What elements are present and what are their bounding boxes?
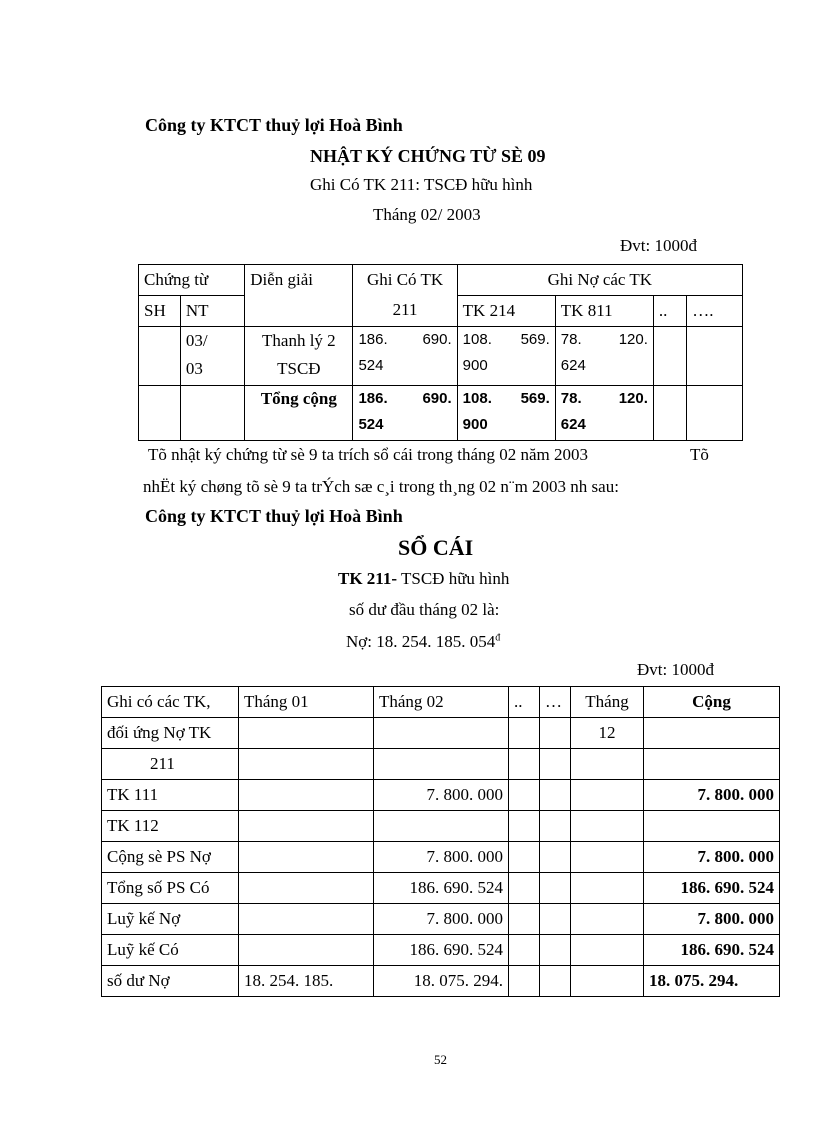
ledger-cell-total	[644, 811, 780, 842]
row1-n214-a: 108.	[462, 331, 492, 348]
total-n811	[555, 386, 653, 441]
ledger-cell-m2: 18. 075. 294.	[374, 966, 509, 997]
ledger-cell-m2: 7. 800. 000	[374, 842, 509, 873]
ledger-header-account-c: 211	[102, 749, 239, 780]
journal-month: Tháng 02/ 2003	[373, 205, 481, 224]
ledger-cell-label: Cộng sè PS Nợ	[102, 842, 239, 873]
journal-subtitle: Ghi Có TK 211: TSCĐ hữu hình	[310, 175, 533, 194]
row1-nt	[180, 327, 244, 386]
row1-n811-b: 120.	[618, 331, 648, 348]
ledger-account	[338, 569, 509, 589]
ledger-empty	[644, 718, 780, 749]
ledger-cell-m1	[239, 811, 374, 842]
journal-title: NHẬT KÝ CHỨNG TỪ SÈ 09	[310, 146, 546, 166]
total-co-c: 524	[358, 416, 384, 433]
ledger-unit: Đvt: 1000đ	[637, 660, 714, 679]
ledger-header-dots2: …	[540, 687, 571, 718]
header-ghi-co-label: Ghi Có TK	[366, 270, 444, 289]
ledger-cell-m2: 186. 690. 524	[374, 873, 509, 904]
ledger-cell-label: Tổng số PS Có	[102, 873, 239, 904]
row1-nt-b: 03	[185, 359, 203, 378]
ledger-empty	[571, 966, 644, 997]
total-n214-c: 900	[462, 416, 488, 433]
row1-n811-a: 78.	[560, 331, 582, 348]
ledger-header-dots1: ..	[509, 687, 540, 718]
ledger-empty	[509, 749, 540, 780]
ledger-empty	[540, 966, 571, 997]
ledger-account-code: TK 211-	[338, 569, 398, 588]
ledger-empty	[509, 966, 540, 997]
ledger-empty	[571, 811, 644, 842]
row1-dots1	[653, 327, 686, 386]
table-row	[102, 780, 780, 811]
ledger-cell-total: 186. 690. 524	[644, 935, 780, 966]
ledger-opening-value	[346, 632, 500, 652]
row1-n811	[555, 327, 653, 386]
total-co	[353, 386, 457, 441]
ledger-empty	[509, 780, 540, 811]
ledger-table	[101, 686, 780, 997]
total-co-b: 690.	[422, 390, 452, 407]
header-chung-tu: Chứng từ	[139, 265, 245, 296]
total-sh	[139, 386, 181, 441]
ledger-cell-m2: 7. 800. 000	[374, 904, 509, 935]
paragraph-line1-tail: Tõ	[690, 445, 709, 464]
row1-co-a: 186.	[358, 331, 388, 348]
total-co-a: 186.	[358, 390, 388, 407]
ledger-opening-label: số dư đầu tháng 02 là:	[349, 600, 500, 619]
row1-n214	[457, 327, 555, 386]
ledger-header-account-a: Ghi có các TK,	[102, 687, 239, 718]
header-tk811: TK 811	[555, 296, 653, 327]
row1-dots2	[687, 327, 743, 386]
row1-n811-c: 624	[560, 357, 586, 374]
ledger-empty	[540, 718, 571, 749]
ledger-empty	[571, 935, 644, 966]
ledger-cell-label: Luỹ kế Nợ	[102, 904, 239, 935]
header-ghi-co	[353, 265, 457, 327]
ledger-cell-total: 7. 800. 000	[644, 780, 780, 811]
ledger-empty	[571, 780, 644, 811]
total-n214-a: 108.	[462, 390, 492, 407]
ledger-cell-m1	[239, 780, 374, 811]
total-dots2	[687, 386, 743, 441]
ledger-cell-label: TK 112	[102, 811, 239, 842]
table-row	[139, 386, 743, 441]
header-nt: NT	[180, 296, 244, 327]
ledger-empty	[509, 904, 540, 935]
table-row	[102, 966, 780, 997]
ledger-cell-m2: 186. 690. 524	[374, 935, 509, 966]
table-row	[102, 873, 780, 904]
ledger-opening-currency: đ	[495, 632, 501, 644]
ledger-empty	[571, 749, 644, 780]
ledger-empty	[509, 842, 540, 873]
ledger-empty	[239, 718, 374, 749]
row1-co-c: 524	[358, 357, 384, 374]
ledger-empty	[509, 811, 540, 842]
row1-desc-a: Thanh lý 2	[262, 331, 336, 350]
header-ghi-no: Ghi Nợ các TK	[457, 265, 742, 296]
page-number: 52	[434, 1052, 447, 1067]
total-n214-b: 569.	[520, 390, 550, 407]
ledger-empty	[540, 749, 571, 780]
paragraph-line1: Tõ nhật ký chứng từ sè 9 ta trích sổ cái trong tháng 02 năm 2003	[148, 445, 589, 464]
table-row	[102, 904, 780, 935]
ledger-cell-m1	[239, 842, 374, 873]
total-n811-c: 624	[560, 416, 586, 433]
ledger-header-month02: Tháng 02	[374, 687, 509, 718]
ledger-empty	[540, 873, 571, 904]
row1-desc	[245, 327, 353, 386]
ledger-empty	[509, 718, 540, 749]
journal-table	[138, 264, 743, 441]
row1-desc-b: TSCĐ	[277, 359, 321, 378]
company-name-2: Công ty KTCT thuỷ lợi Hoà Bình	[145, 506, 403, 526]
ledger-opening-amount: Nợ: 18. 254. 185. 054	[346, 632, 496, 651]
ledger-account-name: TSCĐ hữu hình	[397, 569, 510, 588]
ledger-empty	[374, 718, 509, 749]
ledger-empty	[374, 749, 509, 780]
total-n811-a: 78.	[560, 390, 582, 407]
ledger-cell-total: 18. 075. 294.	[644, 966, 780, 997]
company-name: Công ty KTCT thuỷ lợi Hoà Bình	[145, 115, 403, 135]
ledger-header-month12: Tháng	[571, 687, 644, 718]
table-row	[102, 935, 780, 966]
row1-co-b: 690.	[422, 331, 452, 348]
ledger-header-month12-num: 12	[571, 718, 644, 749]
ledger-empty	[509, 873, 540, 904]
ledger-empty	[540, 811, 571, 842]
ledger-cell-m2: 7. 800. 000	[374, 780, 509, 811]
header-ghi-co-account: 211	[392, 300, 418, 319]
header-sh: SH	[139, 296, 181, 327]
ledger-empty	[509, 935, 540, 966]
total-n214	[457, 386, 555, 441]
ledger-empty	[571, 842, 644, 873]
ledger-empty	[540, 842, 571, 873]
ledger-cell-m1: 18. 254. 185.	[239, 966, 374, 997]
ledger-empty	[571, 873, 644, 904]
paragraph-line2: nhËt ký chøng tõ sè 9 ta trÝch sæ c¸i trong th¸ng 02 n¨m 2003 nh sau:	[143, 477, 619, 496]
total-dots1	[653, 386, 686, 441]
ledger-empty	[540, 780, 571, 811]
header-dots1: ..	[653, 296, 686, 327]
ledger-cell-m2	[374, 811, 509, 842]
ledger-empty	[644, 749, 780, 780]
ledger-empty	[239, 749, 374, 780]
ledger-header-month01: Tháng 01	[239, 687, 374, 718]
ledger-cell-label: Luỹ kế Có	[102, 935, 239, 966]
table-row	[139, 327, 743, 386]
table-row	[102, 842, 780, 873]
row1-co	[353, 327, 457, 386]
header-tk214: TK 214	[457, 296, 555, 327]
header-dien-giai: Diễn giải	[245, 265, 353, 327]
ledger-header-total: Cộng	[644, 687, 780, 718]
header-dots2: ….	[687, 296, 743, 327]
ledger-header-account-b: đối ứng Nợ TK	[102, 718, 239, 749]
total-n811-b: 120.	[618, 390, 648, 407]
ledger-cell-total: 7. 800. 000	[644, 842, 780, 873]
ledger-cell-total: 186. 690. 524	[644, 873, 780, 904]
ledger-empty	[540, 904, 571, 935]
total-label: Tổng cộng	[245, 386, 353, 441]
journal-unit: Đvt: 1000đ	[620, 236, 697, 255]
table-row	[102, 811, 780, 842]
total-nt	[180, 386, 244, 441]
ledger-cell-total: 7. 800. 000	[644, 904, 780, 935]
ledger-cell-label: số dư Nợ	[102, 966, 239, 997]
row1-nt-a: 03/	[185, 331, 208, 350]
ledger-empty	[540, 935, 571, 966]
ledger-cell-m1	[239, 935, 374, 966]
ledger-empty	[571, 904, 644, 935]
ledger-cell-m1	[239, 873, 374, 904]
ledger-cell-m1	[239, 904, 374, 935]
row1-n214-c: 900	[462, 357, 488, 374]
ledger-cell-label: TK 111	[102, 780, 239, 811]
row1-sh	[139, 327, 181, 386]
ledger-title: SỔ CÁI	[398, 535, 474, 560]
row1-n214-b: 569.	[520, 331, 550, 348]
